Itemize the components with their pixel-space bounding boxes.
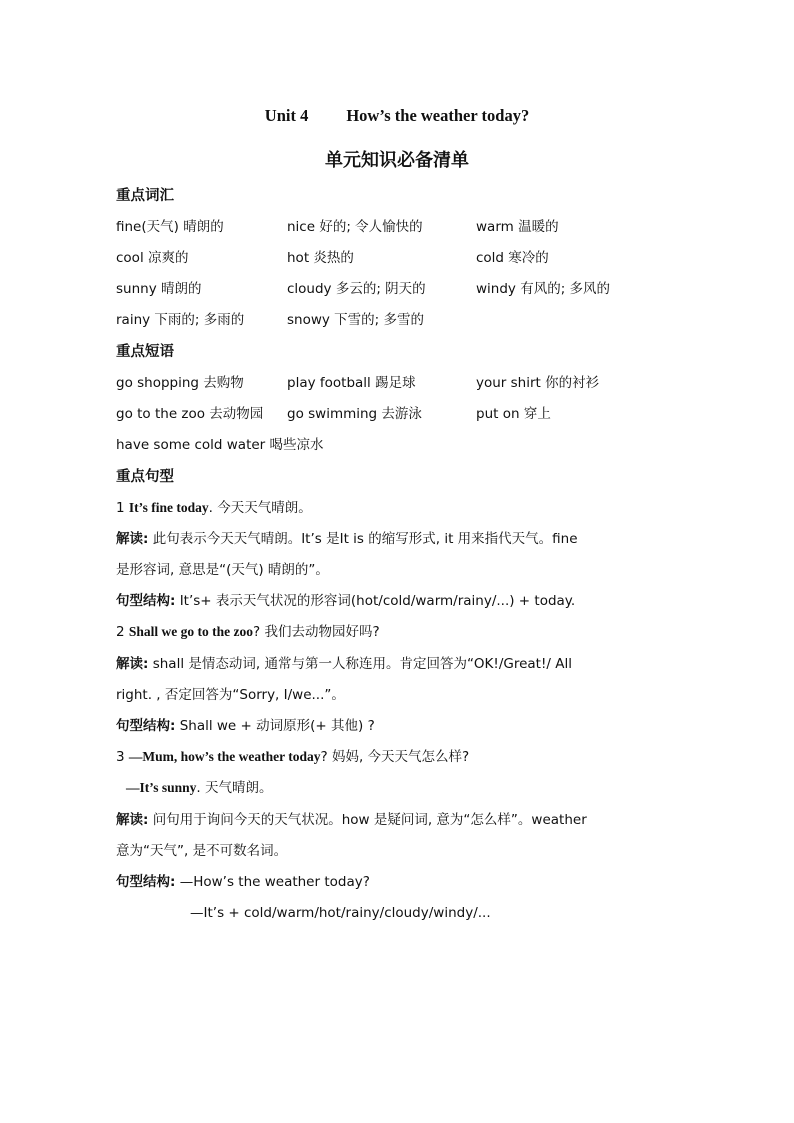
explanation-1-cont: 是形容词, 意思是“(天气) 晴朗的”。 (116, 562, 329, 578)
vocab-item: cool 凉爽的 (116, 250, 189, 266)
explanation-text: 问句用于询问今天的天气状况。how 是疑问词, 意为“怎么样”。weather (152, 812, 587, 828)
structure-2 (116, 716, 375, 736)
explanation-label: 解读: (116, 656, 149, 672)
sentence-zh: ? 我们去动物园好吗? (253, 624, 380, 640)
vocab-row (0, 279, 794, 299)
sentence-en: —Mum, how’s the weather today (128, 749, 321, 764)
sentence-2 (116, 622, 380, 642)
vocab-heading: 重点词汇 (116, 188, 174, 204)
explanation-text: shall 是情态动词, 通常与第一人称连用。肯定回答为“OK!/Great!/ All (152, 656, 572, 672)
phrase-row (0, 435, 794, 455)
explanation-2 (116, 654, 572, 674)
vocab-item: sunny 晴朗的 (116, 281, 202, 297)
vocab-item: cold 寒冷的 (476, 250, 549, 266)
vocab-item: cloudy 多云的; 阴天的 (287, 281, 426, 297)
phrase-item: go to the zoo 去动物园 (116, 406, 264, 422)
sentence-zh: ? 妈妈, 今天天气怎么样? (320, 749, 470, 765)
phrase-row (0, 404, 794, 424)
explanation-text: 此句表示今天天气晴朗。It’s 是It is 的缩写形式, it 用来指代天气。fine (152, 531, 578, 547)
explanation-1 (116, 529, 704, 549)
structure-label: 句型结构: (116, 874, 176, 890)
vocab-item: nice 好的; 令人愉快的 (287, 219, 423, 235)
structure-3 (116, 872, 370, 892)
sentence-number: 1 (116, 500, 125, 516)
structure-3-answer: —It’s + cold/warm/hot/rainy/cloudy/windy/... (190, 905, 491, 921)
vocab-row (0, 217, 794, 237)
vocab-item: rainy 下雨的; 多雨的 (116, 312, 245, 328)
page-subtitle: 单元知识必备清单 (325, 150, 469, 171)
vocab-item: windy 有风的; 多风的 (476, 281, 611, 297)
explanation-label: 解读: (116, 531, 149, 547)
sentence-en: Shall we go to the zoo (128, 624, 254, 639)
phrase-item: go shopping 去购物 (116, 375, 244, 391)
sentence-zh: . 今天天气晴朗。 (208, 500, 312, 516)
answer-zh: . 天气晴朗。 (196, 780, 273, 796)
vocab-row (0, 310, 794, 330)
structure-label: 句型结构: (116, 718, 176, 734)
unit-number: Unit 4 (264, 106, 309, 125)
sentence-3-answer (126, 778, 273, 798)
sentence-number: 3 (116, 749, 125, 765)
structure-text: —How’s the weather today? (179, 874, 370, 890)
explanation-3-cont: 意为“天气”, 是不可数名词。 (116, 843, 288, 859)
unit-question: How’s the weather today? (346, 106, 530, 125)
vocab-item: fine(天气) 晴朗的 (116, 219, 224, 235)
vocab-item: snowy 下雪的; 多雪的 (287, 312, 425, 328)
unit-title (0, 106, 794, 126)
phrase-item: put on 穿上 (476, 406, 551, 422)
sentence-number: 2 (116, 624, 125, 640)
structure-text: Shall we + 动词原形(+ 其他) ? (179, 718, 375, 734)
phrase-item: go swimming 去游泳 (287, 406, 422, 422)
sentence-1 (116, 498, 312, 518)
sentences-heading: 重点句型 (116, 469, 174, 485)
vocab-item: hot 炎热的 (287, 250, 354, 266)
sentence-3 (116, 747, 469, 767)
structure-label: 句型结构: (116, 593, 176, 609)
vocab-item: warm 温暖的 (476, 219, 559, 235)
answer-en: —It’s sunny (126, 780, 197, 795)
sentence-en: It’s fine today (128, 500, 209, 515)
explanation-2-cont: right. , 否定回答为“Sorry, I/we...”。 (116, 687, 345, 703)
explanation-3 (116, 810, 587, 830)
explanation-label: 解读: (116, 812, 149, 828)
phrase-item: play football 踢足球 (287, 375, 416, 391)
structure-text: It’s+ 表示天气状况的形容词(hot/cold/warm/rainy/...) + today. (179, 593, 576, 609)
phrase-item: have some cold water 喝些凉水 (116, 437, 324, 453)
phrase-item: your shirt 你的衬衫 (476, 375, 600, 391)
vocab-row (0, 248, 794, 268)
structure-1 (116, 591, 575, 611)
phrase-row (0, 373, 794, 393)
phrases-heading: 重点短语 (116, 344, 174, 360)
